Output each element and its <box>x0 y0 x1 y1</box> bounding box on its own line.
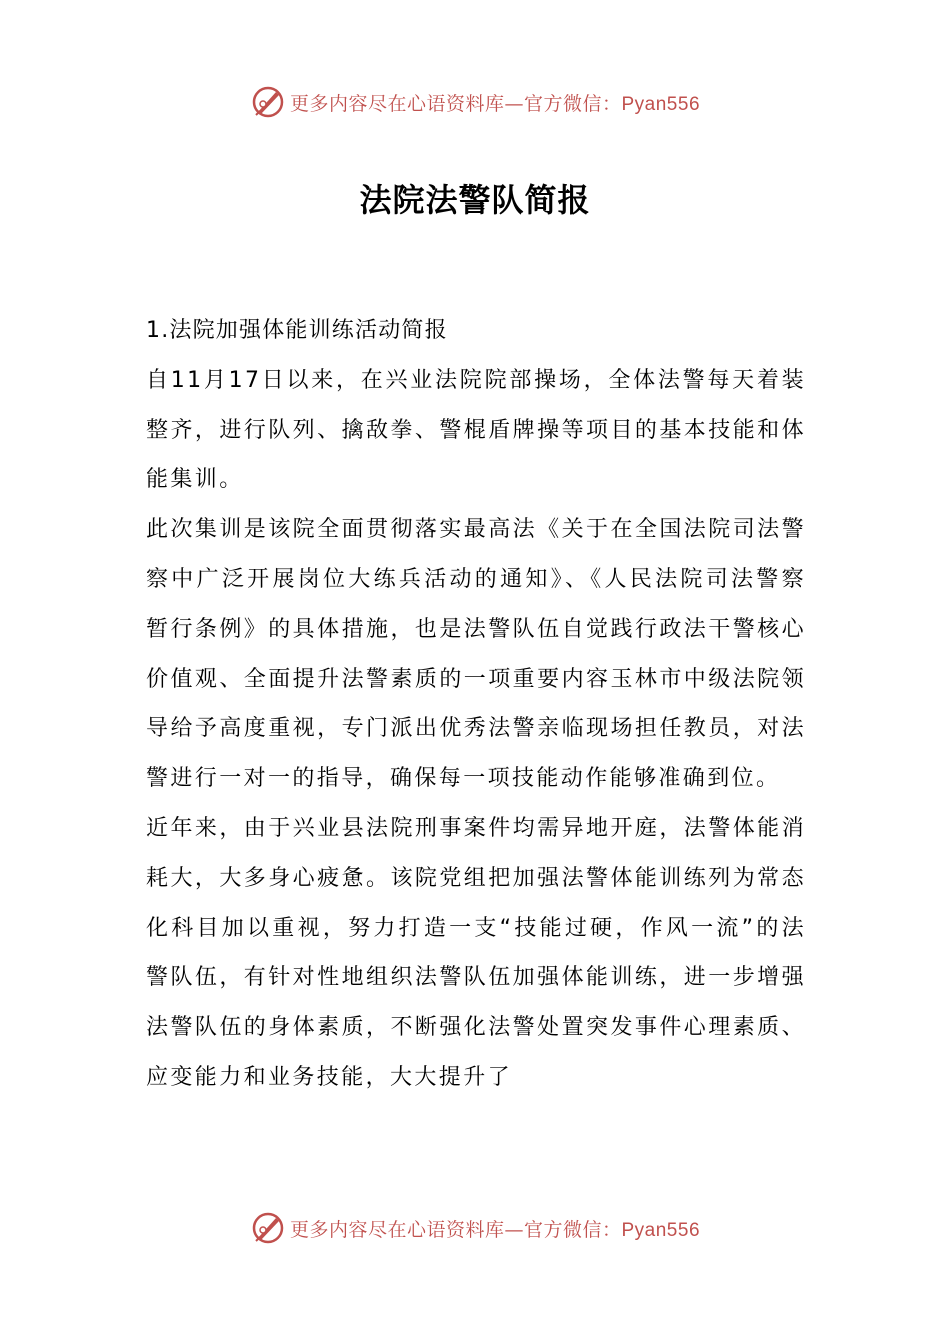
paragraph-2: 此次集训是该院全面贯彻落实最高法《关于在全国法院司法警察中广泛开展岗位大练兵活动的通知》、《人民法院司法警察暂行条例》的具体措施，也是法警队伍自觉践行政法干警核心价值观、全面提升法警素质的一项重要内容玉林市中级法院领导给予高度重视，专门派出优秀法警亲临现场担任教员，对法警进行一对一的指导，确保每一项技能动作能够准确到位。 <box>146 517 806 792</box>
footer-banner-text: 更多内容尽在心语资料库—官方微信：Pyan556 <box>289 1218 701 1241</box>
document-body <box>146 306 806 1103</box>
paragraph-1: 自11月17日以来，在兴业法院院部操场，全体法警每天着装整齐，进行队列、擒敌拳、警棍盾牌操等项目的基本技能和体能集训。 <box>146 367 806 493</box>
footer-banner <box>0 1206 950 1250</box>
header-wechat-id: Pyan556 <box>621 93 701 115</box>
quill-logo-icon <box>250 1210 286 1246</box>
footer-wechat-id: Pyan556 <box>621 1219 701 1241</box>
paragraph-3: 近年来，由于兴业县法院刑事案件均需异地开庭，法警体能消耗大，大多身心疲惫。该院党组把加强法警体能训练列为常态化科目加以重视，努力打造一支“技能过硬，作风一流”的法警队伍，有针对性地组织法警队伍加强体能训练，进一步增强法警队伍的身体素质，不断强化法警处置突发事件心理素质、应变能力和业务技能，大大提升了 <box>146 815 806 1090</box>
section-heading: 1.法院加强体能训练活动简报 <box>146 318 448 343</box>
header-banner <box>0 80 950 124</box>
document-title: 法院法警队简报 <box>359 181 591 219</box>
header-banner-text: 更多内容尽在心语资料库—官方微信：Pyan556 <box>289 92 701 115</box>
quill-logo-icon <box>250 84 286 120</box>
